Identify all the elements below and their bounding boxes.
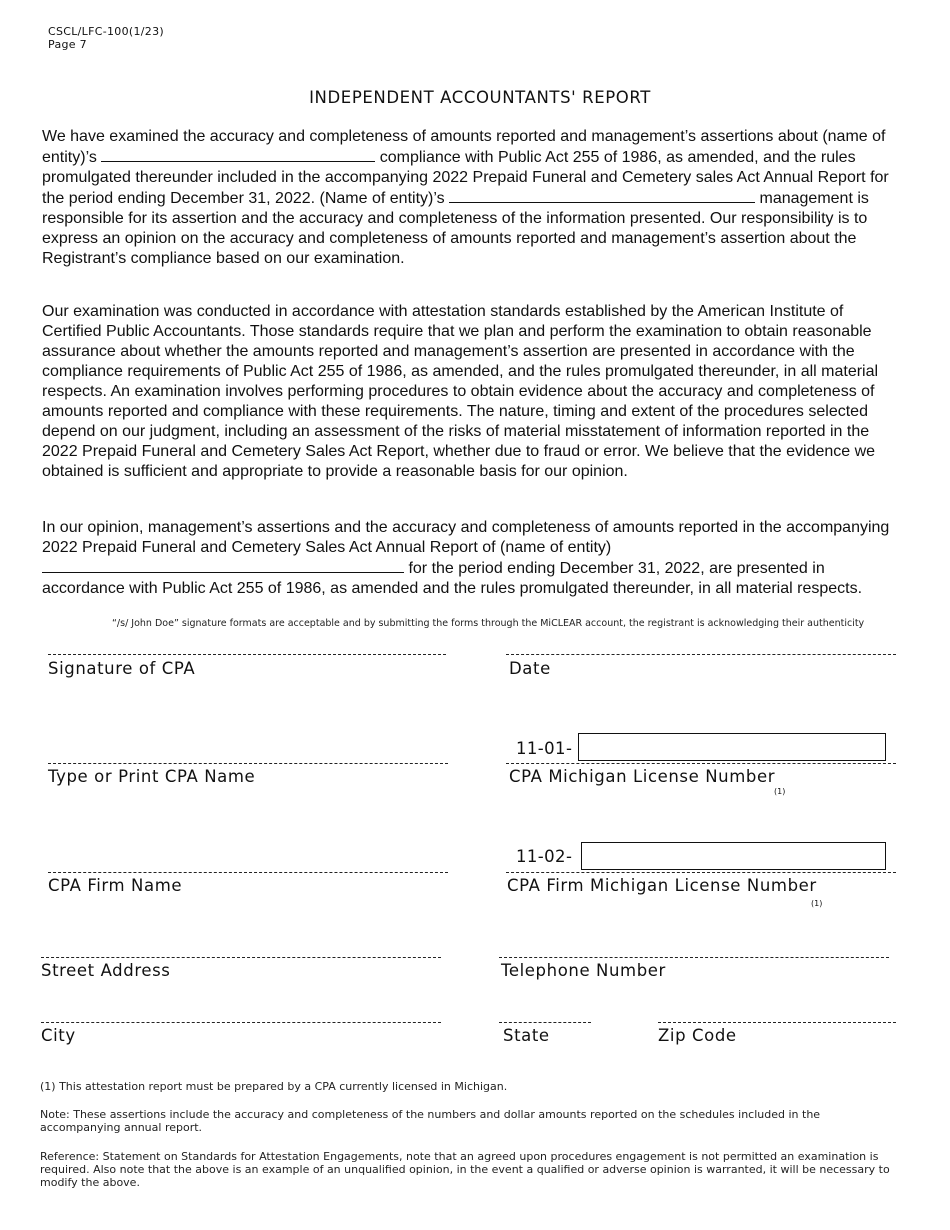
cpa-name-label: Type or Print CPA Name (48, 767, 256, 786)
zip-code-line[interactable] (658, 1022, 896, 1023)
footnote-marker: (1) (774, 787, 786, 796)
paragraph-text: for the period ending December 31, 2022, are presented in accordance with Public Act 255 of 1986, as amended and the rules promulgated thereunder, in all material respects. (42, 560, 863, 597)
cpa-license-label: CPA Michigan License Number (509, 767, 776, 786)
paragraph-examined (42, 127, 902, 269)
footnote-cpa-licensed: (1) This attestation report must be prepared by a CPA currently licensed in Michigan. (40, 1080, 508, 1093)
firm-name-label: CPA Firm Name (48, 876, 183, 895)
telephone-label: Telephone Number (501, 961, 666, 980)
cpa-license-prefix: 11-01- (516, 739, 573, 758)
state-label: State (503, 1026, 550, 1045)
paragraph-text: In our opinion, management’s assertions and the accuracy and completeness of amounts reported in the accompanying 2022 Prepaid Funeral and Cemetery Sales Act Annual Report of (name of entity) (42, 519, 890, 556)
firm-license-line (506, 872, 896, 873)
street-address-line[interactable] (41, 957, 441, 958)
cpa-license-line (506, 763, 896, 764)
page-title: INDEPENDENT ACCOUNTANTS' REPORT (309, 88, 651, 107)
street-address-label: Street Address (41, 961, 171, 980)
date-line[interactable] (506, 654, 896, 655)
firm-name-line[interactable] (48, 872, 448, 873)
entity-name-blank-1[interactable] (101, 147, 375, 162)
city-line[interactable] (41, 1022, 441, 1023)
signature-label: Signature of CPA (48, 659, 196, 678)
entity-name-blank-3[interactable] (42, 558, 404, 573)
entity-name-blank-2[interactable] (449, 188, 755, 203)
assertions-note: Note: These assertions include the accuracy and completeness of the numbers and dollar amounts reported on the schedules included in the accompanying annual report. (40, 1108, 821, 1134)
zip-code-label: Zip Code (658, 1026, 737, 1045)
form-id: CSCL/LFC-100(1/23) (48, 25, 164, 38)
firm-license-label: CPA Firm Michigan License Number (507, 876, 817, 895)
firm-license-prefix: 11-02- (516, 847, 573, 866)
page-number: Page 7 (48, 38, 87, 51)
paragraph-examination: Our examination was conducted in accordance with attestation standards established by the American Institute of Certified Public Accountants. Those standards require that we plan and perform the examination to obtain reasonable assurance about whether the amounts reported and management’s assertion are presented in accordance with the compliance requirements of Public Act 255 of 1986, as amended, and the rules promulgated thereunder, in all material respects. An examination involves performing procedures to obtain evidence about the accuracy and completeness of amounts reported and compliance with these requirements. The nature, timing and extent of the procedures selected depend on our judgment, including an assessment of the risks of material misstatement of information reported in the 2022 Prepaid Funeral and Cemetery Sales Act Report, whether due to fraud or error. We believe that the evidence we obtained is sufficient and appropriate to provide a reasonable basis for our opinion. (42, 303, 879, 480)
reference-note: Reference: Statement on Standards for Attestation Engagements, note that an agreed upon procedures engagement is not permitted an examination is required. Also note that the above is an example of an unqualified opinion, in the event a qualified or adverse opinion is warranted, it will be necessary to modify the above. (40, 1150, 890, 1189)
date-label: Date (509, 659, 551, 678)
cpa-name-line[interactable] (48, 763, 448, 764)
signature-format-note: “/s/ John Doe” signature formats are acceptable and by submitting the forms through the MiCLEAR account, the registrant is acknowledging their authenticity (112, 618, 865, 629)
paragraph-text: We have examined the accuracy and completeness of amounts reported and management’s assertions about (name of entity)’s (42, 128, 886, 166)
firm-license-input[interactable] (581, 842, 886, 870)
paragraph-text: management is responsible for its assertion and the accuracy and completeness of the information presented. Our responsibility is to express an opinion on the accuracy and completeness of amounts reported and management’s assertion about the Registrant’s compliance based on our examination. (42, 190, 869, 267)
state-line[interactable] (499, 1022, 591, 1023)
footnote-marker: (1) (811, 899, 823, 908)
city-label: City (41, 1026, 76, 1045)
paragraph-opinion (42, 518, 902, 599)
cpa-license-input[interactable] (578, 733, 886, 761)
paragraph-text: compliance with Public Act 255 of 1986, as amended, and the rules promulgated thereunder included in the accompanying 2022 Prepaid Funeral and Cemetery sales Act Annual Report for the period ending December 31, 2022. (Name of entity)’s (42, 149, 889, 207)
telephone-line[interactable] (499, 957, 889, 958)
signature-line[interactable] (48, 654, 446, 655)
